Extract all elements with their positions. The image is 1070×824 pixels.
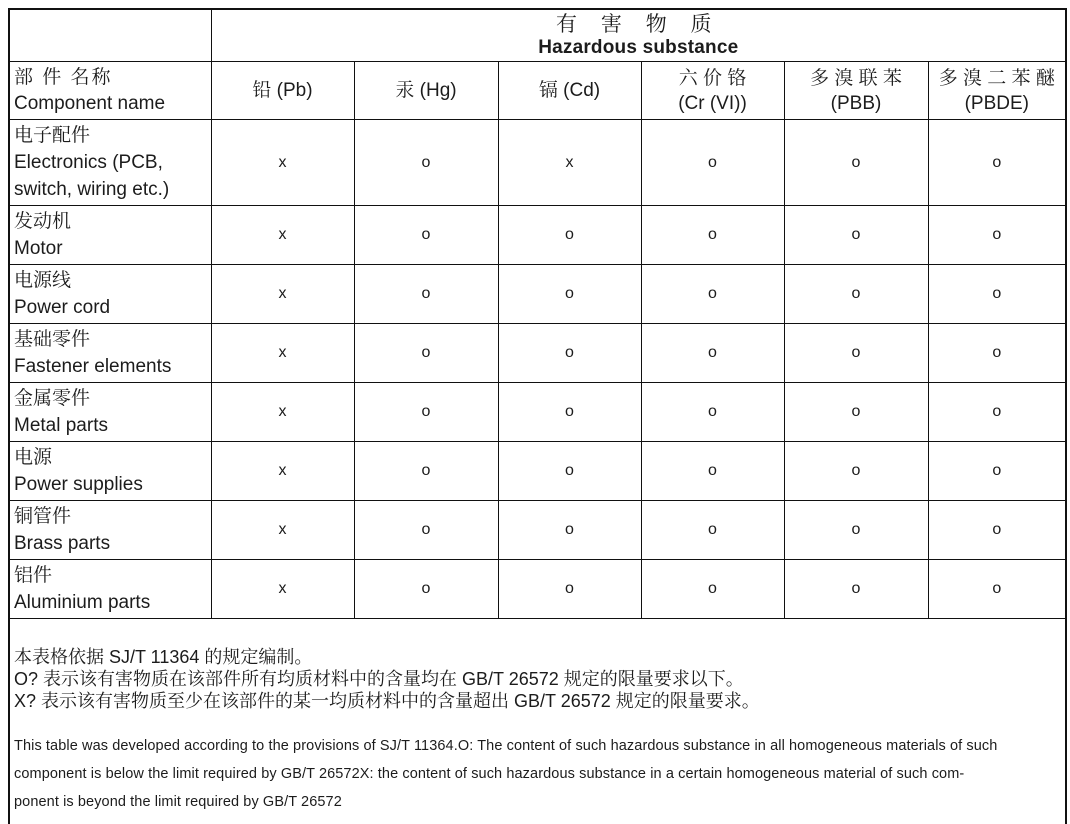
substance-value-cell: x: [211, 265, 354, 324]
substance-value-cell: o: [784, 383, 928, 442]
note-english-line: ponent is beyond the limit required by GB/T 26572: [14, 793, 342, 810]
col-header-mercury: [354, 62, 498, 120]
substance-value-cell: o: [498, 324, 641, 383]
substance-value-cell: o: [498, 206, 641, 265]
top-left-spacer-cell: [9, 9, 211, 62]
substance-value-cell: x: [211, 560, 354, 619]
component-zh-label: 电子配件: [14, 125, 91, 146]
col-header-pbb: [784, 62, 928, 120]
substance-value-cell: x: [211, 120, 354, 206]
col-header-label: 六 价 铬: [678, 67, 747, 89]
substance-value-cell: o: [928, 383, 1066, 442]
substance-value-cell: o: [641, 560, 784, 619]
substance-value-cell: o: [928, 442, 1066, 501]
substance-value-cell: o: [928, 324, 1066, 383]
substance-value-cell: o: [641, 324, 784, 383]
col-header-label: 铅 (Pb): [252, 79, 313, 101]
substance-value-cell: x: [211, 383, 354, 442]
component-en-label: Electronics (PCB, switch, wiring etc.): [14, 152, 170, 200]
substance-value-cell: o: [354, 120, 498, 206]
component-name-header: [9, 62, 211, 120]
substance-value-cell: o: [354, 442, 498, 501]
component-en-label: Motor: [14, 238, 63, 259]
substance-value-cell: o: [641, 383, 784, 442]
table-notes-cell: [9, 619, 1066, 824]
substance-value-cell: x: [211, 324, 354, 383]
substance-value-cell: o: [928, 120, 1066, 206]
col-header-sublabel: (Cr (VI)): [678, 92, 747, 114]
component-name-cell: [9, 560, 211, 619]
component-en-label: Aluminium parts: [14, 592, 151, 613]
component-en-label: Power supplies: [14, 474, 143, 495]
note-o-meaning: O? 表示该有害物质在该部件所有均质材料中的含量均在 GB/T 26572 规定的限量要求以下。: [14, 668, 744, 689]
substance-value-cell: o: [784, 206, 928, 265]
column-header-row: [9, 62, 1066, 120]
hazardous-substance-table: [8, 8, 1067, 824]
table-row: [9, 501, 1066, 560]
component-name-cell: [9, 501, 211, 560]
substance-value-cell: o: [641, 442, 784, 501]
substance-value-cell: o: [928, 501, 1066, 560]
col-header-sublabel: (PBDE): [964, 92, 1029, 114]
substance-value-cell: x: [211, 206, 354, 265]
component-en-label: Fastener elements: [14, 356, 172, 377]
col-header-label: 汞 (Hg): [395, 79, 457, 101]
component-name-cell: [9, 206, 211, 265]
col-header-label: 镉 (Cd): [538, 79, 601, 101]
note-english-paragraph: [14, 732, 1048, 816]
component-name-cell: [9, 324, 211, 383]
component-name-cell: [9, 383, 211, 442]
component-en-label: Brass parts: [14, 533, 111, 554]
col-header-hexavalent-chromium: [641, 62, 784, 120]
component-name-en: Component name: [14, 92, 166, 114]
substance-value-cell: o: [784, 324, 928, 383]
substance-value-cell: o: [354, 324, 498, 383]
substance-value-cell: o: [354, 265, 498, 324]
substance-value-cell: x: [498, 120, 641, 206]
substance-value-cell: o: [784, 501, 928, 560]
substance-value-cell: x: [211, 442, 354, 501]
substance-value-cell: o: [641, 120, 784, 206]
substance-value-cell: o: [498, 442, 641, 501]
table-row: [9, 120, 1066, 206]
component-name-zh: 部 件 名称: [14, 66, 113, 88]
table-row: [9, 442, 1066, 501]
component-zh-label: 铝件: [14, 565, 53, 586]
substance-value-cell: o: [641, 265, 784, 324]
table-row: [9, 206, 1066, 265]
note-x-meaning: X? 表示该有害物质至少在该部件的某一均质材料中的含量超出 GB/T 26572 规定的限量要求。: [14, 690, 760, 711]
component-name-cell: [9, 120, 211, 206]
substance-value-cell: o: [784, 120, 928, 206]
substance-value-cell: o: [928, 560, 1066, 619]
col-header-lead: [211, 62, 354, 120]
substance-value-cell: o: [641, 206, 784, 265]
col-header-label: 多 溴 联 苯: [810, 67, 902, 89]
substance-value-cell: o: [354, 206, 498, 265]
component-zh-label: 电源: [14, 447, 53, 468]
col-header-sublabel: (PBB): [830, 92, 882, 114]
note-compiled-per-sjt: 本表格依据 SJ/T 11364 的规定编制。: [14, 646, 313, 667]
component-en-label: Metal parts: [14, 415, 108, 436]
table-row: [9, 324, 1066, 383]
component-zh-label: 金属零件: [14, 388, 91, 409]
substance-value-cell: o: [498, 501, 641, 560]
substance-value-cell: o: [928, 206, 1066, 265]
substance-value-cell: x: [211, 501, 354, 560]
component-zh-label: 电源线: [14, 270, 72, 291]
component-zh-label: 发动机: [14, 211, 72, 232]
substance-value-cell: o: [354, 383, 498, 442]
note-english-line: This table was developed according to the provisions of SJ/T 11364.O: The content of such hazardous substance in all homogeneous materials of such: [14, 737, 998, 754]
component-name-cell: [9, 265, 211, 324]
substance-value-cell: o: [641, 501, 784, 560]
substance-value-cell: o: [784, 442, 928, 501]
col-header-cadmium: [498, 62, 641, 120]
note-english-line: component is below the limit required by GB/T 26572X: the content of such hazardous substance in a certain homogeneous material of such com-: [14, 765, 965, 782]
substance-value-cell: o: [498, 265, 641, 324]
hazardous-header-row: [9, 9, 1066, 62]
table-row: [9, 560, 1066, 619]
component-zh-label: 基础零件: [14, 329, 91, 350]
col-header-pbde: [928, 62, 1066, 120]
hazardous-substance-header: [211, 9, 1066, 62]
substance-value-cell: o: [498, 560, 641, 619]
substance-value-cell: o: [498, 383, 641, 442]
table-row: [9, 383, 1066, 442]
substance-value-cell: o: [354, 501, 498, 560]
substance-value-cell: o: [354, 560, 498, 619]
col-header-label: 多 溴 二 苯 醚: [938, 67, 1055, 89]
substance-value-cell: o: [784, 560, 928, 619]
component-en-label: Power cord: [14, 297, 111, 318]
table-row: [9, 265, 1066, 324]
component-zh-label: 铜管件: [14, 506, 72, 527]
hazardous-substance-en: Hazardous substance: [538, 37, 739, 58]
hazardous-substance-zh: 有 害 物 质: [556, 13, 721, 36]
component-name-cell: [9, 442, 211, 501]
notes-row: [9, 619, 1066, 824]
substance-value-cell: o: [784, 265, 928, 324]
substance-value-cell: o: [928, 265, 1066, 324]
